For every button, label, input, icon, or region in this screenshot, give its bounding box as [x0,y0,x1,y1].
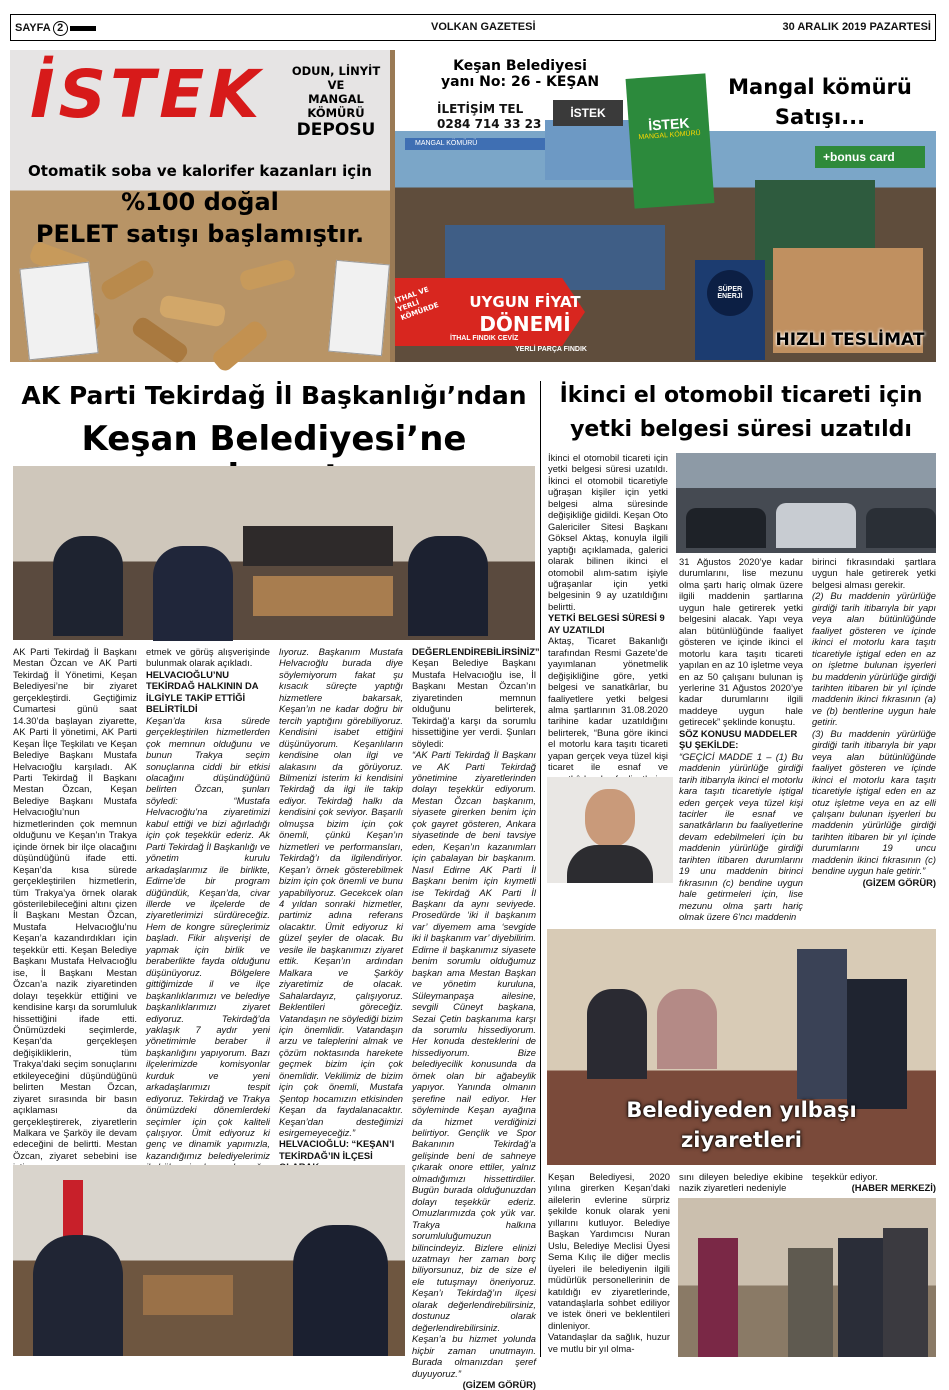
article1-col-3 [279,646,403,1161]
subheading: YETKİ BELGESİ SÜRESİ 9 AY UZATILDI [548,612,665,635]
sign-mangal: MANGAL KÖMÜRÜ [405,138,545,150]
paragraph: “AK Parti Tekirdağ İl Başkanı ve AK Parti Tekirdağ yönetimine ziyaretlerinden dolayı teşekkür ediyorum. Mestan Özcan başkanım, siyasete girerken benim için çok gayret gösteren, Ankara siyasetinde de beni tavsiye eden, Keşan’ın kazanımları için çabalayan bir başkanım. Nasıl Edirne AK Parti İl Başkanı benim için kıymetli ise Tekirdağ AK Parti İl Başkanı da aynı seviyede. Prosedürde ‘iki il başkanım var’ diyemem ama ‘sevgide iki il başkanım var’ diyebilirim. Edirne il başkanımız siyasete benim sorumlu olduğumuz başkan ama Mestan Başkan ve yönetim kuruluna, Süleymanpaşa ailesine, sevgili Cüneyt başkana, Sezai Çetin başkanıma karşı da sorumlu hissediyorum. Her konuda desteklerini de hissediyorum. Bize belediyecilik konusunda da örnek olan bir ağabeylik yapıyor. Yanında olmanın şerefine nail ediyor. Her söyleminde Keşan ayağına da hizmet verdiğinizi belirtiyor. Gençlik ve Spor Bakanının Tekirdağ’a gelişinde beni de sahneye çıkarak onore ettiler, yalnız olmadığımızı hissettirdiler. Bugün burada olduğunuzdan dolayı teşekkür ederiz. Omuzlarımızda çok yük var. Trakya halkına sorumluluğumuzun bilincindeyiz. Bizlere elinizi uzatmayı her zaman borç biliyorsunuz, biz de size el ele tutuşmayı öneriyoruz. Keşan’ı Tekirdağ’ın ilçesi olarak değerlendirebilirsiniz, dostunuz olarak değerlendirebilirsiniz. Keşan’a bu hizmet yolunda hiçbir zaman unutmayın. Burada olmanızdan şeref duyuyoruz.” [412,749,536,1379]
article1-col-1 [13,646,137,1161]
ad-address: Keşan Belediyesi yanı No: 26 - KEŞAN [440,58,600,90]
article3-col-3 [812,1171,936,1195]
ad-pellet-line3: PELET satışı başlamıştır. [35,220,365,248]
paragraph: Keşan’da kısa sürede gerçekleştirilen hizmetlerden çok memnun olduğunu ve bunun Trakya seçim sonuçlarına ciddi bir etkisi olacağını düşündüğünü belirten Özcan, şunları söyledi: “Mustafa Helvacıoğlu’na ziyaretimizi kabul ettiği ve bizi ağırladığı için çok teşekkür ederiz. Ak Parti Tekirdağ İl Başkanlığı ve yönetim kurulu arkadaşlarımız ile birlikte, Edirne’de bir program düğündük, Keşan’da, civar illerde ve ilçelerde de ziyaretlerimizi sürdüreceğiz. Hem de kongre süreçlerimiz başladı. Fikir alışverişi de yapmak için birlik ve beraberlikte fayda olduğunu düşünüyoruz. Bölgelere gittiğimizde il ve ilçe başkanlıklarımızı ve belediye başkanlıklarımızı ziyaret ediyoruz. Tekirdağ’da yaklaşık 7 aydır yeni yönetimimle beraber il başkanlığını yapıyorum. Bazı ilçelerimizde komisyonlar kurduk ve yeni arkadaşlarımızı tespit ediyoruz. Tekirdağ ve Trakya önümüzdeki dönemlerdeki seçimler için çok kaliteli çalışıyor. Ümit ediyoruz ki genç ve dinamik yapımızla, kazandığımız belediyelerimiz [146,714,270,1161]
article1-title-line1: AK Parti Tekirdağ İl Başkanlığı’ndan [21,381,527,410]
article1-photo-2 [13,1165,405,1356]
subheading: DEĞERLENDİREBİLİRSİNİZ” [412,646,540,657]
author: (GİZEM GÖRÜR) [862,876,936,888]
paragraph: sını dileyen belediye ekibine nazik ziyaretleri nedeniyle [679,1171,803,1194]
article3-col-1 [548,1171,670,1358]
article2-title-line2: yetki belgesi süresi uzatıldı [570,417,912,442]
article2-col-3 [812,556,936,891]
subheading: HELVACIOĞLU: “KEŞAN’I TEKİRDAĞ’IN İLÇESİ [279,1138,395,1161]
paragraph: etmek ve görüş alışverişinde bulunmak olarak açıkladı. [146,646,270,669]
article1-title-line2: Keşan Belediyesi’ne [81,419,467,459]
issue-date: 30 ARALIK 2019 PAZARTESİ [782,21,931,33]
advertisement [10,50,936,362]
findik-1: İTHAL FINDIK CEVİZ [450,335,519,342]
paragraph: Keşan Belediye Başkanı Mustafa Helvacıoğlu ise, İl Başkanı Mestan Özcan’ın ziyaretinden memnun olduğunu belirterek, Tekirdağ’a karşı da sorumlu hissettiğine yer verdi. Şunları söyledi: [412,657,536,749]
page-number: 2 [53,21,68,36]
article3-photo-1 [547,929,936,1165]
hizli-teslimat: HIZLI TESLİMAT [775,330,925,350]
subheading: HELVACIOĞLU’NU TEKİRDAĞ HALKININ DA İLGİYLE TAKİP ETTİĞİ BELİRTİLDİ [146,668,259,715]
newspaper-name: VOLKAN GAZETESİ [431,21,536,33]
ad-right-panel [395,50,936,362]
pellet-bag-image [328,260,390,356]
article1-col-2 [146,646,270,1161]
super-enerji-bag: SÜPER ENERJİ [695,260,765,360]
author: (GİZEM GÖRÜR) [462,1379,536,1390]
ad-left-panel [10,50,390,362]
ithal-label: İTHAL VE YERLİ KÖMÜRDE [393,285,440,323]
paragraph: 31 Ağustos 2020’ye kadar durumlarını, lise mezunu olma şartı hariç olmak üzere ilgili maddenin şartlarına uygun hale getirerek yetki belgesini alacak. Yapı veya alan bütünlüğünde faaliyet gösteren ve içinde ikinci el motorlu kara taşıtı ticareti yapılan en az 10 işletme veya en az 50 çalışanı bulunan iş yerlerine 31 Ağustos 2020’ye kadar durumlarını ilgili maddeye uygun hale getirecek” şeklinde konuştu. [679,556,803,728]
paragraph: İkinci el otomobil ticareti için yetki belgesi süresi uzatıldı. İkinci el otomobil ticaretiyle uğraşan kişiler için yetki belgesi alma süresinde değişikliğe gidildi. Keşan Oto Galericiler Sitesi Başkanı Göksel Aktaş, konuyla ilgili yaptığı açıklamada, galerici olarak bilinen ikinci el otomobil alım-satım işiyle uğraşanlar için yetki belgesinin 9 ay uzatıldığını belirtti. [548,452,668,612]
article2-cars-photo [676,453,936,553]
paragraph: birinci fıkrasındaki şartlara uygun hale getirerek yetki belgesi alması gerekir. [812,556,936,590]
article1-col-4 [412,646,540,1390]
paragraph: teşekkür ediyor. [812,1171,878,1182]
article3-col-2 [679,1171,803,1195]
column-divider [540,381,541,1357]
sign-istek: İSTEK [553,100,623,126]
article3-title: Belediyeden yılbaşı ziyaretleri [626,1098,857,1152]
paragraph: (3) Bu maddenin yürürlüğe girdiği tarih itibarıyla bir yapı veya alan bütünlüğünde faaliyet gösteren ve içinde ikinci el motorlu kara taşıtı ticaretiyle iştigal eden en az otuz işletme veya en az elli çalışanı bulunan işyerleri bu maddenin yürürlüğe girdiği tarihten itibaren bir yıl içinde durumlarını 19 uncu maddenin ikinci fıkrasının (c) bendine uygun hale getirir.” [812,727,936,877]
paragraph: AK Parti Tekirdağ İl Başkanı Mestan Özcan ve AK Parti Tekirdağ İl Yönetimi, Keşan Belediyesi’ne bir ziyaret gerçekleştirdi. Geçtiğimiz Cumartesi günü saat 14.30’da başlayan ziyarette, AK Parti İl yönetimi, AK Parti Keşan İlçe Teşkilatı ve Keşan Belediye Başkanı Mustafa Helvacıoğlu karşıladı. AK Parti Tekirdağ İl Başkanı Mestan Özcan, Keşan Belediye Başkanı Mustafa Helvacıoğlu’nun hizmetlerinden çok memnun olduğunu ve Keşan’ın Trakya içinde örnek bir ilçe olacağını düşündüğünü ifade etti. Keşan’da kısa sürede gerçekleştirilen hizmetlerin, tüm Trakya’ya örnek olarak gösterilebileceğini altını çizen İl Başkanı Mestan Özcan, Mustafa Helvacıoğlu’nu Keşan’a kazandırdıkları için teşekkür etti. Keşan Belediye Başkanı Mustafa Helvacıoğlu ise, İl Başkanı Mestan Özcan’a nazik ziyaretinden dolayı teşekkür ettiğini ve kendisine karşı da sorumluluk hissettiğini ifade etti. Önümüzdeki seçimlerde, Keşan’da gerçekleşen değişikliklerin, tüm Trakya’daki seçim sonuçlarını etkileyeceğini düşündüğünü belirten Mestan Özcan, ziyaret sırasında bir basın açıklaması da gerçekleştirerek, ziyaretlerin Malkara ve Şarköy ile devam edeceğini de belirtti. Mestan Özcan, ziyaret sebebini ise [13,646,137,1161]
paragraph: “GEÇİCİ MADDE 1 – (1) Bu maddenin yürürlüğe girdiği tarih itibarıyla ikinci el motorlu kara taşıtı ticaretiyle iştigal eden gerçek veya tüzel kişi tacirler ile esnaf ve sanatkârların bu faaliyetlerine devam edebilmeleri için bu maddenin yürürlüğe girdiği tarihten itibaren durumlarını 19 unu maddenin birinci fıkrasının (c) bendine uygun hale getirmeleri için, lise mezunu olma şartı hariç olmak üzere 6’ncı maddenin [679,750,803,923]
paragraph: Keşan Belediyesi, 2020 yılına girerken Keşan’daki ailelerin evlerine sürpriz şekilde konuk olarak yeni yıllarını kutluyor. Belediye Başkan Yardımcısı Nuran Uslu, Belediye Meclisi Üyesi Sema Kılıç ile diğer meclis üyeleri ile belediyenin ilgili müdürlük personellerinin de katıldığı ev ziyaretlerinde, vatandaşlarla sohbet ediliyor ve istek öneri ve beklentileri dinleniyor. [548,1171,670,1331]
page-header [10,14,936,41]
paragraph: Aktaş, Ticaret Bakanlığı tarafından Resmi Gazete’de yayımlanan yönetmelik değişikliğine göre, yetki belgesi ve sanatkârlar, bu faaliyetlere yetki belgesi alma şartlarının 31.08.2020 tarihine kadar uzatıldığını belirterek, “Buna göre ikinci el motorlu kara taşıtı ticareti yapan gerçek veya tüzel kişi ticaret ile esnaf ve [548,635,668,773]
ad-pellet-line2: %100 doğal [121,188,279,216]
subheading: SÖZ KONUSU MADDELER ŞU ŞEKİLDE: [679,727,798,751]
article2-title-line1: İkinci el otomobil ticareti için [559,383,923,408]
paragraph: (2) Bu maddenin yürürlüğe girdiği tarih itibarıyla bir yapı veya alan bütünlüğünde faaliyet gösteren ve içinde ikinci el motorlu kara taşıtı ticaretiyle iştigal eden en az on işletme bulunan işyerleri bu maddenin yürürlüğe girdiği tarihten itibaren bir yıl içinde maddenin ikinci fıkrasının (a) ve (b) bentlerine uygun hale getirir. [812,590,936,728]
bonus-card-logo: +bonus card [815,146,925,168]
author: (HABER MERKEZİ) [851,1182,936,1194]
uygun-label-1: UYGUN FİYAT [469,293,581,311]
coal-bag-image: İSTEK MANGAL KÖMÜRÜ [626,73,715,208]
paragraph: Vatandaşlar da sağlık, huzur ve mutlu bir yıl olma- [548,1331,670,1354]
page-label: SAYFA 2 [15,21,96,36]
ad-phone: İLETİŞİM TEL 0284 714 33 23 [437,102,542,131]
article2-portrait [547,777,673,883]
article1-photo-1 [13,466,535,640]
istek-logo: İSTEK [30,56,264,133]
article3-photo-2 [678,1198,936,1357]
ad-depot-info: ODUN, LİNYİT VE MANGAL KÖMÜRÜ DEPOSU [291,64,381,140]
ad-title: Mangal kömürü Satışı... [728,75,912,129]
uygun-label-2: DÖNEMİ [479,312,571,336]
paragraph: lıyoruz. Başkanım Mustafa Helvacıoğlu burada diye söylemiyorum fakat şu kısacık süreçte yaptığı hizmetlere bakarsak, Keşan’ın ne kadar doğru bir tercih yaptığını görebiliyoruz. Kendisini isabet ettiğini düşünüyorum. Keşanlıların kendisine olan ilgi ve alakasını da görüyoruz. Bilmenizi isterim ki kendisini Tekirdağ da ilgi ile takip ediyor. Tekirdağ halkı da kendisini çok seviyor. Başarılı olmuşsa bizim için çok önemli, çünkü Keşan’ın hizmetleri ve performansları, Tekirdağ’ı da ilgilendiriyor. Keşan’ı örnek gösterebilmek bizim için çok önemli ve bunu yapabiliyoruz. Gecekcek olan 4 yıldan sonraki hizmetler, partimiz adına referans olacaktır. Ümit ediyoruz ki güzel şeyler de olacak. Bu vesile ile başkanımızı ziyaret ettik. Keşan’ın ardından Malkara ve Şarköy ziyaretimiz de olacak. Sahalardayız, çalışıyoruz. Beklentileri göreceğiz. Vatandaşın ne söylediği bizim için önemlidir. Vatandaşın arzu ve taleplerini almak ve çözüm noktasında harekete geçmek bizim için çok önemlidir. Vekilimiz de bizim için çok önemli, Mustafa Şentop hocamızın etkisinden Keşan da faydalanacaktır. Keşan’dan desteğimizi esirgemeyeceğiz.” [279,646,403,1139]
article2-col-2 [679,556,803,923]
ad-pellet-line1: Otomatik soba ve kalorifer kazanları için [28,162,372,180]
pellet-bag-image [19,262,98,361]
findik-2: YERLİ PARÇA FINDIK [515,346,587,353]
